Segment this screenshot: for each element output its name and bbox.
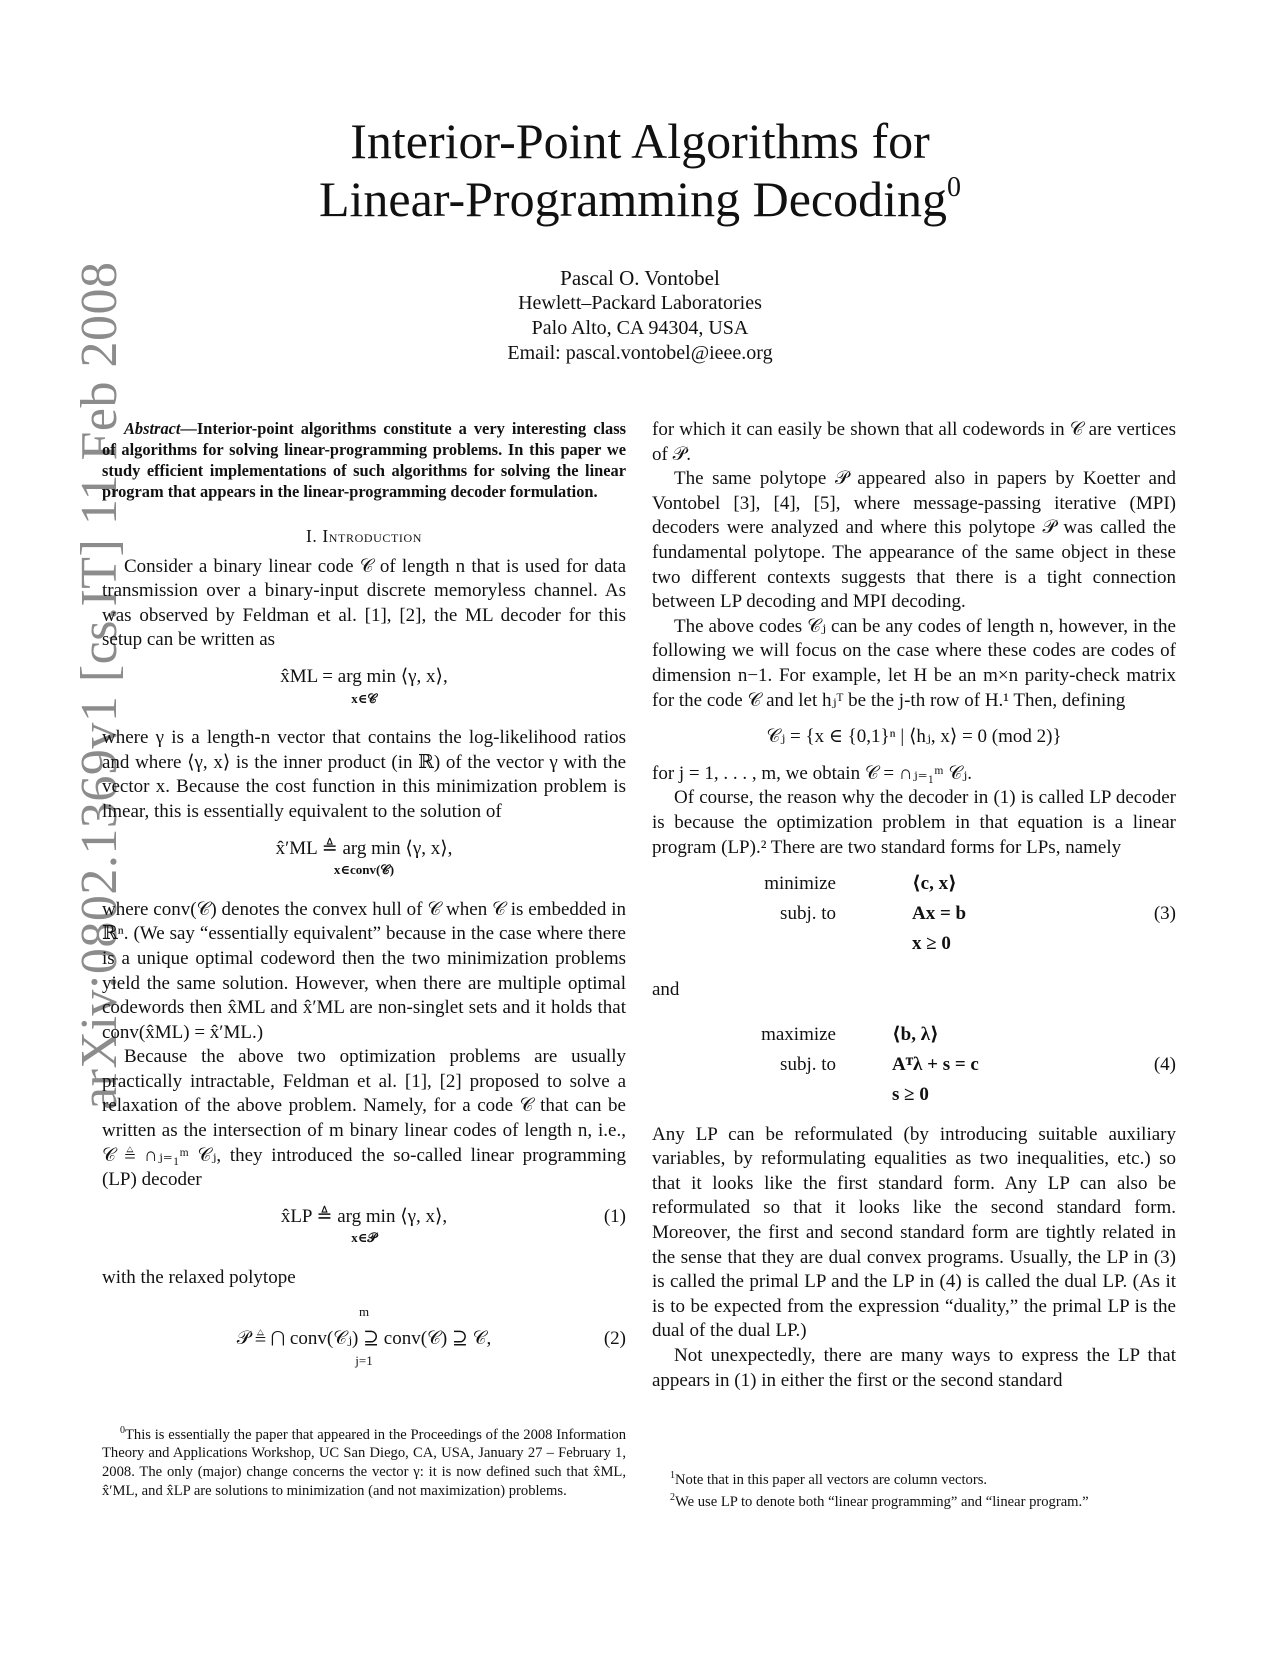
equation-number: (2) <box>603 1327 626 1349</box>
paragraph: and <box>652 979 680 1001</box>
author-location: Palo Alto, CA 94304, USA <box>531 317 749 339</box>
paragraph: The above codes 𝒞ⱼ can be any codes of length n, however, in the following we will focus on the case where these codes are codes of dimension n−1. For example, let H be an m×n parity-check matrix for the code 𝒞 and let hⱼᵀ be the j-th row of H.¹ Then, defining <box>652 615 1176 711</box>
footnote-2 <box>652 1489 1176 1511</box>
author-name: Pascal O. Vontobel <box>560 266 720 290</box>
arxiv-stamp: arXiv:0802.1369v1 [cs.IT] 11 Feb 2008 <box>71 261 128 1110</box>
equation-4 <box>652 1015 1176 1109</box>
footnotes-left <box>102 1422 626 1500</box>
abstract-label: Abstract— <box>124 419 197 438</box>
equation-subscript: x∈𝒞 <box>351 690 377 706</box>
footnotes-right <box>652 1467 1176 1512</box>
author-email: Email: pascal.vontobel@ieee.org <box>507 342 773 364</box>
title-line-1: Interior-Point Algorithms for <box>350 113 930 169</box>
lp-expression: s ≥ 0 <box>892 1083 929 1105</box>
section-title: Introduction <box>322 526 423 546</box>
author-affiliation: Hewlett–Packard Laboratories <box>518 292 762 314</box>
paragraph: The same polytope 𝒫 appeared also in papers by Koetter and Vontobel [3], [4], [5], where message-passing iterative (MPI) decoders were analyzed and where this polytope 𝒫 was called the fundamental polytope. The appearance of the same object in these two different contexts suggests that there is a tight connection between LP decoding and MPI decoding. <box>652 468 1176 613</box>
equation-subscript: x∈conv(𝒞) <box>333 862 395 878</box>
paragraph: Because the above two optimization problems are usually practically intractable, Feldman et al. [1], [2] proposed to solve a relaxation of the above problem. Namely, for a code 𝒞 that can be written as the intersection of m binary linear codes of length n, i.e., 𝒞 ≜ ∩ⱼ₌₁ᵐ 𝒞ⱼ, they introduced the so-called linear programming (LP) decoder <box>102 1046 626 1191</box>
paragraph: Any LP can be reformulated (by introducing suitable auxiliary variables, by reformulating equalities as two inequalities, etc.) so that it looks like the first standard form. Any LP can also be reformulated so that it looks like the second standard form. Moreover, the first and second standard form are tightly related in the sense that they are dual convex programs. Usually, the LP in (3) is called the primal LP and the LP in (4) is called the dual LP. (As it is to be expected from the expression “duality,” the primal LP is the dual of the dual LP.) <box>652 1123 1176 1342</box>
footnote-mark: 0 <box>120 1425 125 1436</box>
equation-subscript: x∈𝒫 <box>351 1230 377 1246</box>
footnote-text: We use LP to denote both “linear programming” and “linear program.” <box>675 1494 1089 1511</box>
lp-expression: Ax = b <box>912 903 967 925</box>
equation-text: x̂ML = arg min ⟨γ, x⟩, <box>280 665 448 687</box>
paragraph: for j = 1, . . . , m, we obtain 𝒞 = ∩ⱼ₌₁ᵐ 𝒞ⱼ. <box>652 762 972 784</box>
abstract <box>102 418 626 502</box>
paragraph: where conv(𝒞) denotes the convex hull of 𝒞 when 𝒞 is embedded in ℝⁿ. (We say “essentially equivalent” because in the case where there is a unique optimal codeword then the two minimization problems yield the same solution. However, when there are multiple optimal codewords then x̂ML and x̂′ML are non-singlet sets and it holds that conv(x̂ML) = x̂′ML.) <box>102 898 626 1043</box>
paragraph: Not unexpectedly, there are many ways to express the LP that appears in (1) in either the first or the second standard <box>652 1345 1176 1391</box>
paper-title <box>0 112 1280 228</box>
lp-label: subj. to <box>780 903 836 925</box>
equation-number: (1) <box>603 1205 626 1227</box>
paragraph: for which it can easily be shown that all codewords in 𝒞 are vertices of 𝒫. <box>652 419 1176 465</box>
equation-1 <box>102 1205 626 1254</box>
equation-text: 𝒫 ≜ ⋂ conv(𝒞ⱼ) ⊇ conv(𝒞) ⊇ 𝒞, <box>236 1328 492 1350</box>
equation-text: x̂LP ≜ arg min ⟨γ, x⟩, <box>280 1205 448 1227</box>
right-column <box>652 418 1176 1393</box>
lp-expression: ⟨b, λ⟩ <box>892 1023 939 1045</box>
paragraph: where γ is a length-n vector that contains the log-likelihood ratios and where ⟨γ, x⟩ is the inner product (in ℝ) of the vector γ with the vector x. Because the cost function in this minimization problem is linear, this is essentially equivalent to the solution of <box>102 727 626 822</box>
footnote-mark: 2 <box>670 1492 675 1504</box>
lp-expression: Aᵀλ + s = c <box>892 1053 979 1075</box>
equation-number: (4) <box>1153 1053 1176 1075</box>
author-block <box>0 266 1280 366</box>
equation-2 <box>102 1303 626 1377</box>
title-line-2 <box>0 170 1280 228</box>
equation-3 <box>652 872 1176 966</box>
footnote-text: This is essentially the paper that appeared in the Proceedings of the 2008 Information Theory and Applications Workshop, UC San Diego, CA, USA, January 27 – February 1, 2008. The only (major) change concerns the vector γ: it is now defined such that x̂ML, x̂′ML, and x̂LP are solutions to minimization (and not maximization) problems. <box>102 1426 626 1499</box>
section-number: I. <box>305 526 318 546</box>
footnote-text: Note that in this paper all vectors are column vectors. <box>675 1471 988 1488</box>
title-footnote-mark: 0 <box>946 172 961 203</box>
lp-label: subj. to <box>780 1053 836 1075</box>
footnote-1 <box>652 1467 1176 1489</box>
equation-ml <box>102 665 626 714</box>
equation-cj: 𝒞ⱼ = {x ∈ {0,1}ⁿ | ⟨hⱼ, x⟩ = 0 (mod 2)} <box>766 726 1062 748</box>
paragraph: Of course, the reason why the decoder in (1) is called LP decoder is because the optimization problem in that equation is a linear program (LP).² There are two standard forms for LPs, namely <box>652 787 1176 858</box>
lp-expression: x ≥ 0 <box>912 933 951 955</box>
footnote-mark: 1 <box>670 1470 675 1481</box>
equation-number: (3) <box>1153 903 1176 925</box>
section-heading-introduction <box>102 524 626 549</box>
equation-subscript: j=1 <box>355 1352 373 1368</box>
left-column <box>102 418 626 1388</box>
equation-text: x̂′ML ≜ arg min ⟨γ, x⟩, <box>275 837 453 859</box>
lp-label: maximize <box>761 1023 836 1045</box>
equation-superscript: m <box>358 1303 370 1319</box>
lp-expression: ⟨c, x⟩ <box>912 873 957 895</box>
lp-label: minimize <box>764 873 836 895</box>
paragraph: with the relaxed polytope <box>102 1267 296 1289</box>
footnote-0 <box>102 1422 626 1500</box>
title-line-2-text: Linear-Programming Decoding <box>319 171 947 227</box>
equation-ml-relaxed <box>102 837 626 886</box>
paragraph: Consider a binary linear code 𝒞 of length n that is used for data transmission over a binary-input discrete memoryless channel. As was observed by Feldman et al. [1], [2], the ML decoder for this setup can be written as <box>102 555 626 651</box>
abstract-text: Interior-point algorithms constitute a very interesting class of algorithms for solving linear-programming problems. In this paper we study efficient implementations of such algorithms for solving the linear program that appears in the linear-programming decoder formulation. <box>102 419 626 501</box>
